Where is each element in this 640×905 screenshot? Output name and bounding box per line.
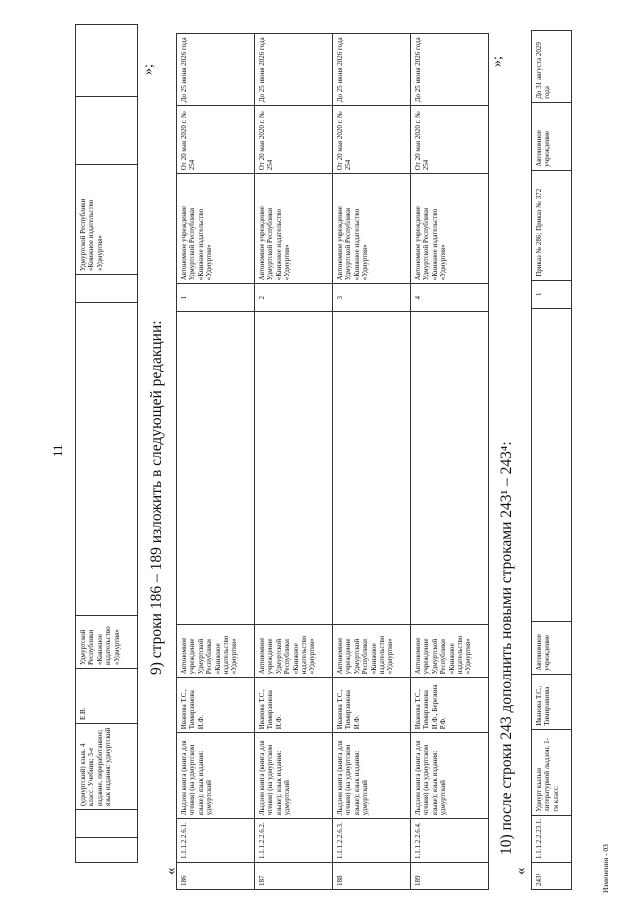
table-row [255,34,333,890]
cell-empty [76,25,138,97]
row-publisher: Автономное учреждение Удмуртской Республики «Книжное издательство «Удмуртия» [333,625,411,678]
row-publisher: Автономное учреждение Удмуртской Республики «Книжное издательство «Удмуртия» [411,625,489,678]
row-title: Лыдзон книга (книга для чтения) (на удмуртском языке); язык издания: удмуртский [333,733,411,819]
row-publisher-full: Автономное учреждение Удмуртской Республики «Книжное издательство «Удмуртия» [177,174,255,284]
row-number: 188 [333,863,411,890]
row-publisher-full: Автономное учреждение Удмуртской Республики «Книжное издательство «Удмуртия» [411,174,489,284]
rows-table [176,33,489,890]
top-title: (удмуртский) язык. 4 класс. Учебник; 3-е издание, переработанное; язык издания: удмуртский [76,724,138,810]
row-authors: Иванова Т.С., Тимирзянова [532,674,572,729]
row-code: 1.1.1.2.2.6.2. [255,819,333,863]
cell-empty [76,810,138,838]
row-until: До 31 августа 2029 года [532,30,572,102]
row-date: От 20 мая 2020 г. № 254 [333,106,411,174]
row-until: До 25 июня 2026 года [177,34,255,106]
opening-quote: « [513,867,529,875]
table-row [333,34,411,890]
row-authors: Иванова Т.С., Тимирзянова И.Ф. [333,678,411,733]
cell-empty [411,312,489,625]
row-code: 1.1.1.2.2.6.4. [411,819,489,863]
row-authors: Иванова Т.С., Тимирзянова И.Ф., Березина Р.Ф. [411,678,489,733]
row-title: Лыдзон книга (книга для чтения) (на удмуртском языке); язык издания: удмуртский [411,733,489,819]
row-publisher: Автономное учреждение Удмуртской Республики «Книжное издательство «Удмуртия» [255,625,333,678]
row-publisher: Автономное учреждение [532,621,572,674]
cell-empty [76,97,138,165]
row-number: 189 [411,863,489,890]
row-number: 187 [255,863,333,890]
closing-quote: »; [490,56,505,67]
cell-empty [255,312,333,625]
row-date: От 20 мая 2020 г. № 254 [177,106,255,174]
cell-empty [333,312,411,625]
row-publisher-full: Автономное учреждение Удмуртской Республики «Книжное издательство «Удмуртия» [333,174,411,284]
row-num: 4 [411,284,489,312]
top-publisher-full: Удмуртской Республики «Книжное издательство «Удмуртия» [76,165,138,275]
cell-empty [76,303,138,616]
new-rows-table [531,30,572,890]
top-table [75,24,138,863]
row-until: До 25 июня 2026 года [411,34,489,106]
row-code: 1.1.1.2.2.6.1. [177,819,255,863]
row-code: 1.1.1.2.2.6.3. [333,819,411,863]
row-until: До 25 июня 2026 года [333,34,411,106]
row-num: 1 [532,280,572,308]
table-row [532,30,572,889]
row-date: От 20 мая 2020 г. № 254 [255,106,333,174]
row-publisher-full: Автономное учреждение Удмуртской Республики «Книжное издательство «Удмуртия» [255,174,333,284]
section-heading-10: 10) после строки 243 дополнить новыми строками 243¹ – 243⁴: [498,441,515,855]
row-num: 2 [255,284,333,312]
row-title: Лыдзон книга (книга для чтения) (на удмуртском языке); язык издания: удмуртский [177,733,255,819]
row-order: Приказ № 286; Приказ № 372 [532,170,572,280]
row-num: 3 [333,284,411,312]
top-publisher: Удмуртской Республики «Книжное издательство «Удмуртия» [76,616,138,669]
cell-empty [177,312,255,625]
row-title: Удмурт кылын литературной лыдзон. 1-ти класс. [532,729,572,815]
table-row [177,34,255,890]
section-heading-9: 9) строки 186 – 189 изложить в следующей редакции: [148,320,165,675]
opening-quote: « [163,867,179,875]
row-title: Лыдзон книга (книга для чтения) (на удмуртском языке); язык издания: удмуртский [255,733,333,819]
row-date: От 20 мая 2020 г. № 254 [411,106,489,174]
cell-empty [532,308,572,621]
row-publisher: Автономное учреждение Удмуртской Республики «Книжное издательство «Удмуртия» [177,625,255,678]
cell-empty [76,838,138,863]
row-num: 1 [177,284,255,312]
top-authors: Е.В. [76,669,138,724]
table-row [411,34,489,890]
row-until: До 25 июня 2026 года [255,34,333,106]
page-number: 11 [50,444,65,457]
row-publisher-full: Автономное учреждение [532,102,572,170]
row-code: 1.1.1.2.2.23.1. [532,815,572,862]
cell-empty [76,275,138,303]
row-number: 243¹ [532,863,572,890]
row-number: 186 [177,863,255,890]
row-authors: Иванова Т.С., Тимирзянова И.Ф. [255,678,333,733]
footer-note: Изменения - 03 [601,844,610,893]
row-authors: Иванова Т.С., Тимирзянова И.Ф. [177,678,255,733]
closing-quote: »; [141,64,156,75]
